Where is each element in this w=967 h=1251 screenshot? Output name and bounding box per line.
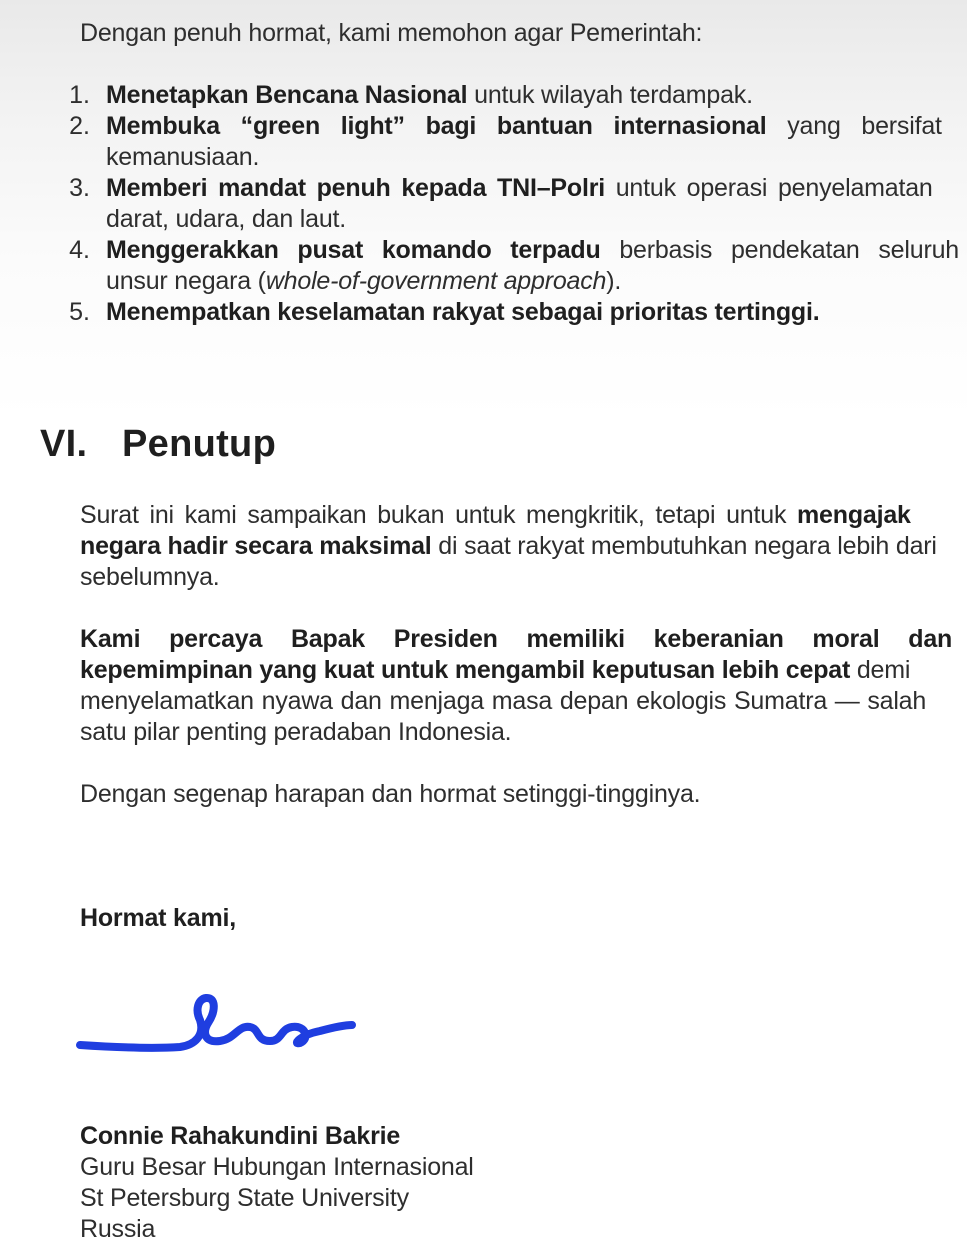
section-title: Penutup bbox=[122, 423, 277, 465]
paragraph-text: demi bbox=[850, 656, 911, 684]
paragraph-line: sebelumnya. bbox=[80, 563, 220, 591]
list-item-rest: yang bersifat bbox=[766, 112, 942, 140]
list-item bbox=[106, 80, 753, 111]
list-item bbox=[106, 111, 942, 142]
signatory-name: Connie Rahakundini Bakrie bbox=[80, 1122, 401, 1150]
paragraph-line bbox=[80, 500, 911, 531]
list-item-rest: untuk operasi penyelamatan bbox=[604, 174, 933, 202]
list-number: 5. bbox=[69, 298, 90, 326]
list-item-rest: berbasis pendekatan seluruh bbox=[600, 236, 959, 264]
signatory-title: Guru Besar Hubungan Internasional bbox=[80, 1153, 474, 1181]
paragraph-bold: negara hadir secara maksimal bbox=[80, 532, 432, 560]
list-item bbox=[106, 297, 819, 328]
list-number: 1. bbox=[69, 81, 90, 109]
paragraph-text: di saat rakyat membutuhkan negara lebih dari bbox=[431, 532, 937, 560]
list-item-continuation bbox=[106, 266, 621, 297]
paragraph-bold: Kami percaya Bapak Presiden memiliki keberanian moral dan bbox=[80, 625, 953, 653]
list-item-rest: untuk wilayah terdampak. bbox=[467, 81, 753, 109]
request-intro: Dengan penuh hormat, kami memohon agar Pemerintah: bbox=[80, 19, 703, 47]
paragraph-line bbox=[80, 531, 937, 562]
list-item-continuation: darat, udara, dan laut. bbox=[106, 205, 347, 233]
paragraph-bold: kepemimpinan yang kuat untuk mengambil keputusan lebih cepat bbox=[80, 656, 851, 684]
paragraph-line bbox=[80, 655, 910, 686]
list-number: 4. bbox=[69, 236, 90, 264]
list-item-bold: Menetapkan Bencana Nasional bbox=[106, 81, 468, 109]
section-number: VI. bbox=[40, 423, 88, 465]
section-heading bbox=[40, 423, 276, 466]
paragraph-line: satu pilar penting peradaban Indonesia. bbox=[80, 718, 512, 746]
paragraph-line: menyelamatkan nyawa dan menjaga masa depan ekologis Sumatra — salah bbox=[80, 687, 927, 715]
continuation-post: ). bbox=[606, 267, 622, 295]
list-item bbox=[106, 235, 959, 266]
list-item-continuation: kemanusiaan. bbox=[106, 143, 260, 171]
continuation-italic: whole-of-government approach bbox=[265, 267, 607, 295]
list-item-bold: Memberi mandat penuh kepada TNI–Polri bbox=[106, 174, 605, 202]
signatory-institution: St Petersburg State University bbox=[80, 1184, 409, 1212]
paragraph-line: Dengan segenap harapan dan hormat setinggi-tingginya. bbox=[80, 780, 701, 808]
list-number: 3. bbox=[69, 174, 90, 202]
list-item-bold: Menempatkan keselamatan rakyat sebagai prioritas tertinggi. bbox=[106, 298, 820, 326]
paragraph-line bbox=[80, 624, 952, 655]
signature-image bbox=[70, 985, 370, 1065]
list-item-bold: Menggerakkan pusat komando terpadu bbox=[106, 236, 601, 264]
signature-stroke bbox=[80, 998, 352, 1048]
list-item-bold: Membuka “green light” bagi bantuan internasional bbox=[106, 112, 767, 140]
paragraph-text: Surat ini kami sampaikan bukan untuk mengkritik, tetapi untuk bbox=[80, 501, 798, 529]
list-number: 2. bbox=[69, 112, 90, 140]
list-item bbox=[106, 173, 933, 204]
continuation-pre: unsur negara ( bbox=[106, 267, 266, 295]
salutation: Hormat kami, bbox=[80, 904, 236, 932]
signatory-country: Russia bbox=[80, 1215, 156, 1243]
paragraph-bold: mengajak bbox=[797, 501, 911, 529]
